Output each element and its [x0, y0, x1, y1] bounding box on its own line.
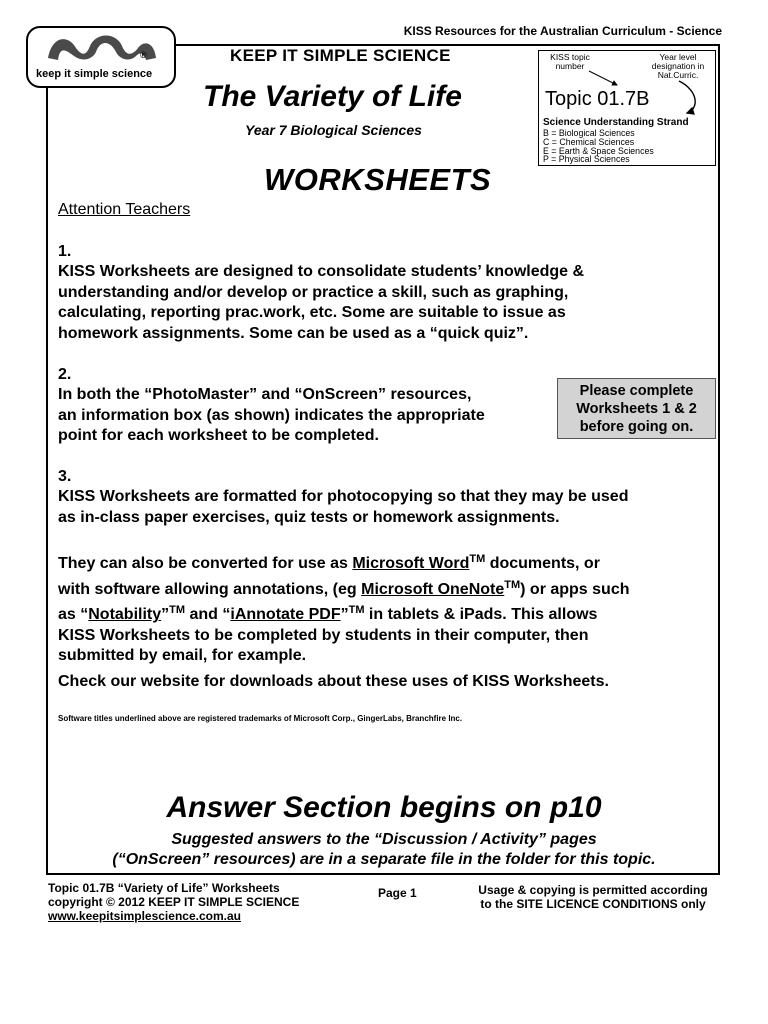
- paragraph-line: KISS Worksheets are designed to consolidate students’ knowledge &: [58, 263, 585, 280]
- text-span: in tablets & iPads. This allows: [364, 606, 598, 624]
- footer-usage-line: Usage & copying is permitted according: [478, 883, 708, 897]
- trademark-mark: TM: [348, 604, 365, 617]
- paragraph-line: [58, 600, 630, 626]
- paragraph-1: [58, 262, 584, 344]
- paragraph-line: point for each worksheet to be completed.: [58, 427, 379, 445]
- paragraph-line: KISS Worksheets to be completed by students in their computer, then: [58, 626, 589, 644]
- paragraph-1-number: 1.: [58, 243, 72, 260]
- text-span: ”: [161, 606, 170, 624]
- footer-right: [466, 883, 720, 911]
- microsoft-word-link[interactable]: Microsoft Word: [352, 555, 470, 572]
- paragraph-line: homework assignments. Some can be used as a “quick quiz”.: [58, 324, 529, 342]
- attention-heading: Attention Teachers: [58, 201, 191, 218]
- footer-topic-line: Topic 01.7B “Variety of Life” Worksheets: [48, 881, 280, 895]
- microsoft-onenote-link[interactable]: Microsoft OneNote: [361, 580, 505, 598]
- footer-page-number: Page 1: [378, 886, 417, 900]
- strand-item: P = Physical Sciences: [543, 154, 630, 165]
- footer-licence-line: to the SITE LICENCE CONDITIONS only: [480, 897, 706, 911]
- paragraph-line: [58, 549, 630, 575]
- logo-registered-mark: ®: [140, 50, 147, 60]
- answer-subline-1: Suggested answers to the “Discussion / Activity” pages: [171, 831, 597, 848]
- info-box-line: Worksheets 1 & 2: [576, 401, 697, 417]
- text-span: ) or apps such: [520, 580, 630, 598]
- worksheets-heading: WORKSHEETS: [264, 162, 492, 197]
- kiss-heading: KEEP IT SIMPLE SCIENCE: [230, 46, 451, 65]
- iannotate-pdf-link[interactable]: iAnnotate PDF: [230, 606, 341, 624]
- worksheet-info-box: [557, 378, 716, 439]
- paragraph-line: KISS Worksheets are formatted for photocopying so that they may be used: [58, 488, 629, 505]
- text-span: They can also be converted for use as: [58, 555, 353, 572]
- info-box-line: before going on.: [579, 419, 694, 435]
- trademark-mark: TM: [469, 553, 486, 565]
- paragraph-3-number: 3.: [58, 468, 72, 485]
- footer-copyright: copyright © 2012 KEEP IT SIMPLE SCIENCE: [48, 895, 300, 909]
- text-span: documents, or: [485, 555, 600, 572]
- page-title: The Variety of Life: [203, 80, 462, 113]
- paragraph-line: understanding and/or develop or practice a skill, such as graphing,: [58, 283, 569, 301]
- trademark-note: Software titles underlined above are registered trademarks of Microsoft Corp., GingerLabs, Branchfire Inc.: [58, 714, 463, 723]
- paragraph-2-number: 2.: [58, 366, 72, 383]
- notability-link[interactable]: Notability: [88, 606, 162, 624]
- strand-item: E = Earth & Space Sciences: [543, 145, 654, 156]
- trademark-mark: TM: [504, 578, 521, 591]
- page-frame-bottom: [46, 873, 720, 875]
- year-level-label-line: designation in: [651, 61, 705, 71]
- page-subtitle: Year 7 Biological Sciences: [245, 122, 422, 138]
- paragraph-3: [58, 487, 628, 528]
- paragraph-line: submitted by email, for example.: [58, 647, 307, 665]
- topic-info-box: [538, 50, 716, 166]
- year-level-label-line: Nat.Curric.: [657, 70, 699, 80]
- strand-item: C = Chemical Sciences: [543, 136, 635, 147]
- paragraph-line: In both the “PhotoMaster” and “OnScreen” resources,: [58, 386, 472, 403]
- trademark-mark: TM: [169, 604, 186, 617]
- text-span: as “: [58, 606, 89, 624]
- answer-section-heading: Answer Section begins on p10: [166, 791, 602, 824]
- topic-number-label-line: number: [555, 61, 585, 71]
- logo-text: keep it simple science: [36, 68, 153, 80]
- text-span: and “: [185, 606, 231, 624]
- header-resource-line: KISS Resources for the Australian Curriculum - Science: [403, 24, 722, 38]
- year-level-label-line: Year level: [659, 52, 697, 62]
- footer-left: [48, 881, 299, 923]
- paragraph-line: [58, 575, 630, 601]
- strand-title: Science Understanding Strand: [543, 117, 689, 128]
- footer-website-link[interactable]: www.keepitsimplescience.com.au: [48, 909, 241, 923]
- paragraph-4: [58, 549, 630, 667]
- text-span: with software allowing annotations, (eg: [58, 580, 362, 598]
- answer-subline-2: (“OnScreen” resources) are in a separate file in the folder for this topic.: [112, 851, 656, 868]
- paragraph-line: an information box (as shown) indicates the appropriate: [58, 406, 485, 424]
- kiss-logo: [26, 26, 176, 88]
- topic-number-label-line: KISS topic: [550, 52, 590, 62]
- topic-code: Topic 01.7B: [545, 88, 650, 110]
- strand-list: [543, 129, 654, 164]
- strand-item: B = Biological Sciences: [543, 128, 635, 138]
- paragraph-line: as in-class paper exercises, quiz tests or homework assignments.: [58, 508, 560, 526]
- paragraph-5: Check our website for downloads about these uses of KISS Worksheets.: [58, 673, 609, 690]
- text-span: ”: [340, 606, 349, 624]
- info-box-line: Please complete: [579, 383, 694, 399]
- paragraph-2: [58, 385, 485, 447]
- paragraph-line: calculating, reporting prac.work, etc. Some are suitable to issue as: [58, 304, 566, 322]
